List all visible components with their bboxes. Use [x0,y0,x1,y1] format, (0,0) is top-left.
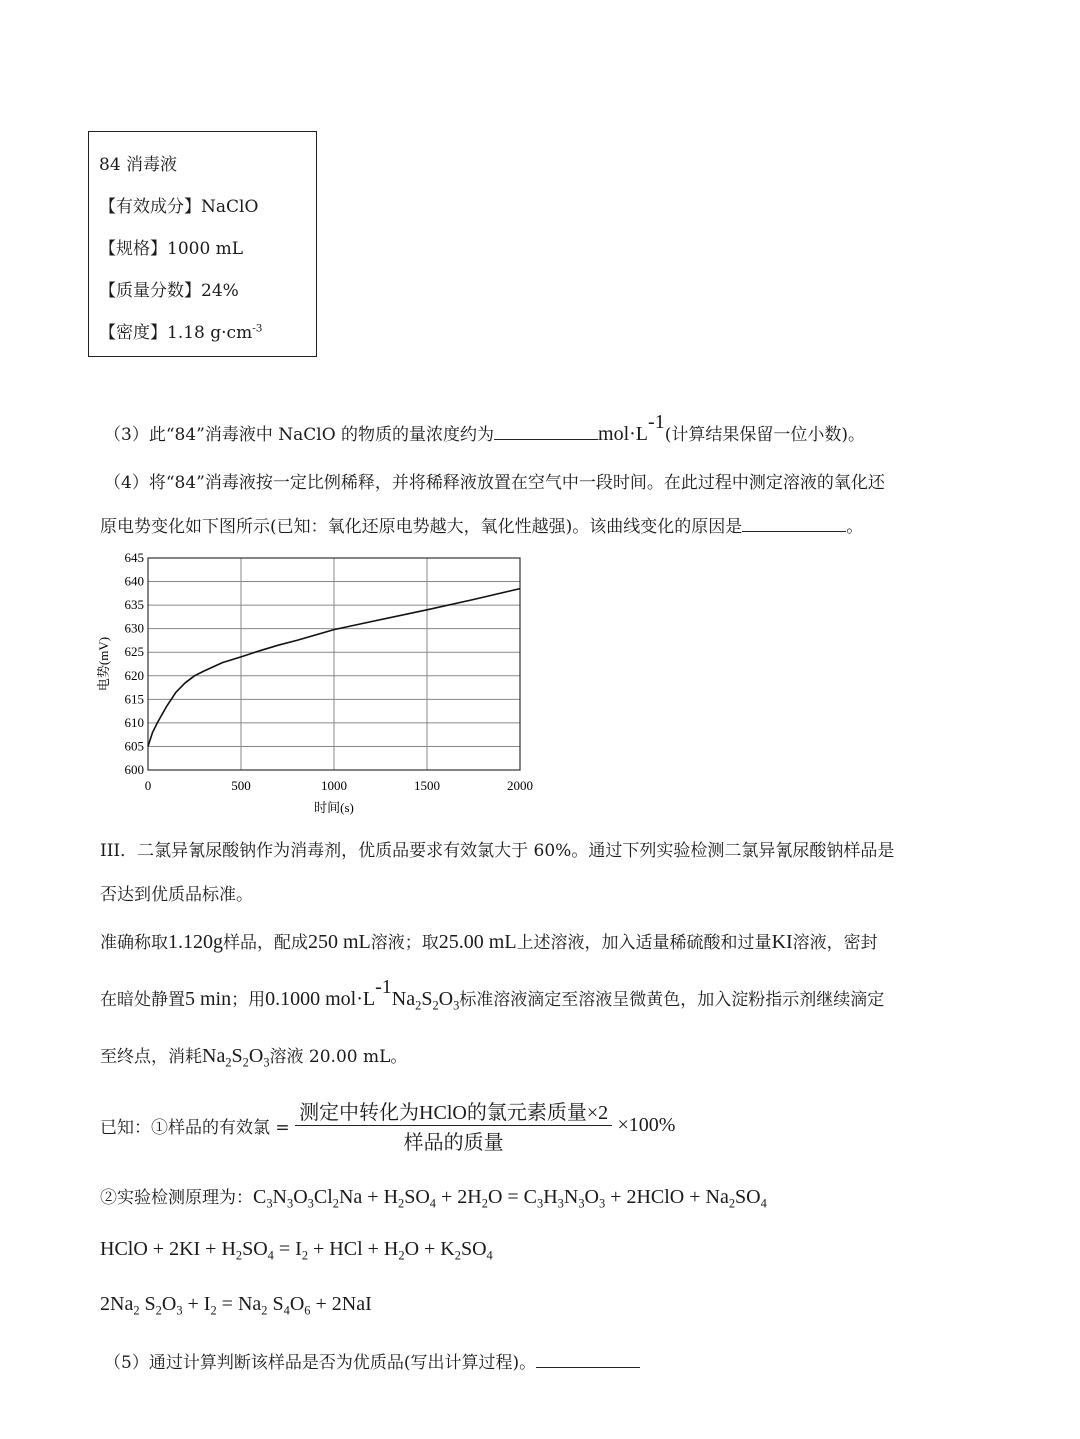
question-4-line1: （4）将“84”消毒液按一定比例稀释，并将稀释液放置在空气中一段时间。在此过程中测定溶液的氧化还 [104,473,885,493]
x-tick-label: 1500 [414,778,440,793]
y-tick-label: 625 [124,644,144,660]
reaction-2: HClO + $2KI + H_2SO_4 = I_2$ + HCl + $H_2O + K_2SO_4$ [100,1238,493,1263]
question-5: （5）通过计算判断该样品是否为优质品(写出计算过程)。 [104,1348,640,1373]
label-density: 【密度】1.18 $g\cdot cm^{-3}$ [99,322,263,343]
y-tick-label: 610 [124,714,144,730]
effective-chlorine-formula: 已知：①样品的有效氯 = $\frac{\text{测定中转化为HClO的氯元素质量×2}}{\text{样品的质量}}$ ×100% [100,1096,675,1155]
experiment-line1: 准确称取1.120g样品，配成250 mL溶液；取25.00 mL上述溶液，加入适量稀硫酸和过量KI溶液，密封 [100,931,878,953]
formula-fraction: $\frac{\text{测定中转化为HClO的氯元素质量×2}}{\text{样品的质量}}$ [295,1096,612,1155]
question-4-line2: 原电势变化如下图所示(已知：氧化还原电势越大，氧化性越强)。该曲线变化的原因是 。 [100,517,864,537]
x-axis-label: 时间(s) [314,800,354,815]
label-ingredient: 【有效成分】NaClO [99,197,259,217]
x-tick-label: 0 [144,778,152,793]
label-title: 84 消毒液 [99,155,178,175]
y-tick-label: 640 [124,573,144,589]
label-mass-fraction: 【质量分数】24% [99,281,239,301]
y-tick-label: 645 [124,550,144,565]
y-tick-label: 630 [124,620,144,636]
experiment-line3: 至终点，消耗$Na_2S_2O_3$溶液 20.00 mL。 [100,1045,408,1070]
answer-blank-q4[interactable] [742,531,846,532]
potential-chart [90,548,550,820]
x-tick-label: 1000 [321,778,347,793]
y-axis-label: 电势(mV) [96,636,111,692]
y-tick-label: 605 [124,738,144,754]
answer-blank-q5[interactable] [536,1367,640,1368]
x-tick-label: 500 [231,778,251,793]
product-label-box [88,131,317,357]
y-tick-label: 620 [124,667,144,683]
part3-line1: III．二氯异氰尿酸钠作为消毒剂，优质品要求有效氯大于 60%。通过下列实验检测二氯异氰尿酸钠样品是 [100,841,895,861]
answer-blank-q3[interactable] [494,439,598,440]
y-tick-label: 635 [124,597,144,613]
y-tick-label: 615 [124,691,144,707]
question-3: （3）此“84”消毒液中 NaClO 的物质的量浓度约为 $mol\cdot L^{-1}$(计算结果保留一位小数)。 [104,411,865,445]
experiment-line2: 在暗处静置5 min；用0.1000 $mol\cdot L^{-1}Na_2S_2O_3$标准溶液滴定至溶液呈微黄色，加入淀粉指示剂继续滴定 [100,976,885,1013]
label-spec: 【规格】1000 mL [99,239,244,259]
reaction-1: ②实验检测原理为：$C_3N_3O_3Cl_2Na + H_2SO_4 + 2H_2O = C_3H_3N_3O_3$ + 2HClO + $Na_2SO_4$ [100,1186,767,1211]
x-tick-label: 2000 [507,778,533,793]
part3-line2: 否达到优质品标准。 [100,885,253,905]
y-tick-label: 600 [124,762,144,777]
reaction-3: $2Na_2$ $S_2O_3 + I_2 = Na_2$ $S_4O_6 + 2NaI$ [100,1293,372,1318]
